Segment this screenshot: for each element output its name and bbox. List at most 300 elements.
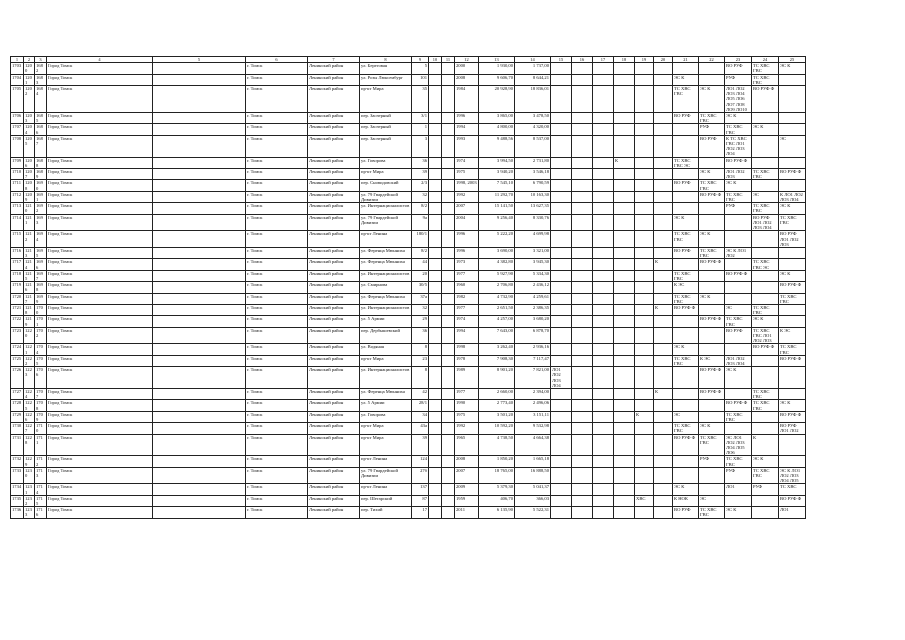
table-cell: г. Томск <box>246 400 308 411</box>
table-cell: г. Томск <box>246 124 308 135</box>
table-cell: ТС ХВС ГВС <box>752 169 779 180</box>
table-cell: г. Томск <box>246 203 308 214</box>
table-cell: 1683 <box>35 74 47 85</box>
table-cell <box>635 259 654 270</box>
table-cell: г. Томск <box>246 293 308 304</box>
table-cell <box>699 157 725 168</box>
table-cell: ЛО1 <box>725 484 752 495</box>
table-cell: Город Томск <box>47 316 153 327</box>
table-cell <box>593 231 614 248</box>
table-cell: 42 <box>412 388 429 399</box>
table-cell: ВО РУФ Ф <box>673 304 699 315</box>
table-cell: 1697 <box>35 270 47 281</box>
table-cell <box>429 63 442 74</box>
table-cell: 1216 <box>24 282 35 293</box>
table-cell: К НОК <box>673 495 699 506</box>
table-cell: 18 836,01 <box>515 86 551 113</box>
table-cell: Ленинский район <box>308 63 360 74</box>
table-cell <box>442 411 455 422</box>
table-cell: Ленинский район <box>308 388 360 399</box>
table-cell: ТС ХВС ГВС <box>779 214 806 231</box>
table-cell: 1998 <box>455 344 479 355</box>
table-cell: г. Томск <box>246 74 308 85</box>
table-cell: ул. 79 Гвардейской Дивизии <box>360 214 412 231</box>
table-cell: 2008 <box>455 74 479 85</box>
table-cell: Город Томск <box>47 231 153 248</box>
table-cell: 1727 <box>11 388 24 399</box>
table-cell <box>153 74 246 85</box>
table-cell: 137 <box>412 484 429 495</box>
table-cell <box>429 214 442 231</box>
table-cell: ул. Ференца Мюнниха <box>360 293 412 304</box>
table-row <box>11 124 806 135</box>
table-cell: Город Томск <box>47 169 153 180</box>
table-cell <box>572 484 593 495</box>
table-row <box>11 135 806 157</box>
table-cell: 1714 <box>35 484 47 495</box>
table-cell: 1212 <box>24 231 35 248</box>
table-cell: 1729 <box>11 411 24 422</box>
table-cell <box>429 344 442 355</box>
table-cell: К ЛО1 ЛО2 ЛО3 ЛО4 <box>779 191 806 202</box>
table-cell <box>654 467 673 484</box>
table-cell <box>752 293 779 304</box>
table-cell: Город Томск <box>47 344 153 355</box>
table-cell: 2004 <box>455 214 479 231</box>
table-cell: Ленинский район <box>308 411 360 422</box>
table-cell: ул. 5 Армии <box>360 400 412 411</box>
table-cell: ВО РУФ Ф <box>779 355 806 366</box>
table-cell <box>429 180 442 191</box>
table-cell: 2000 <box>455 63 479 74</box>
table-cell: 1691 <box>35 191 47 202</box>
table-row <box>11 282 806 293</box>
table-cell: ЛО1 ЛО2 ЛО3 ЛО4 <box>551 367 572 389</box>
table-cell: 1698 <box>35 282 47 293</box>
table-row <box>11 367 806 389</box>
table-cell: г. Томск <box>246 327 308 344</box>
table-cell: ЭС К <box>779 270 806 281</box>
table-cell: ТС ХВС ГВС <box>699 507 725 518</box>
table-cell: ул. Интернационалистов <box>360 367 412 389</box>
table-cell <box>752 247 779 258</box>
table-cell <box>699 327 725 344</box>
table-cell: 4 699,98 <box>515 231 551 248</box>
table-cell <box>635 327 654 344</box>
table-cell: 6 878,70 <box>515 327 551 344</box>
table-cell <box>635 456 654 467</box>
table-cell: 39 <box>412 434 429 456</box>
table-cell <box>153 411 246 422</box>
table-cell <box>614 124 635 135</box>
table-cell: г. Томск <box>246 157 308 168</box>
table-cell: 2 394,00 <box>515 388 551 399</box>
table-cell <box>635 169 654 180</box>
table-cell: 1209 <box>24 191 35 202</box>
table-cell: 2 706,80 <box>479 282 515 293</box>
table-cell <box>442 344 455 355</box>
table-cell: Город Томск <box>47 304 153 315</box>
table-cell <box>654 214 673 231</box>
table-row <box>11 86 806 113</box>
table-cell <box>593 388 614 399</box>
table-cell: 1716 <box>35 507 47 518</box>
column-number: 7 <box>308 57 360 63</box>
table-cell: К ЭС <box>699 355 725 366</box>
table-cell <box>635 344 654 355</box>
table-cell: ТС ХВС ГВС <box>699 113 725 124</box>
table-cell: 1 930,00 <box>479 63 515 74</box>
table-cell: Город Томск <box>47 63 153 74</box>
table-cell: 4 800,00 <box>479 124 515 135</box>
table-cell: ЭС К <box>779 63 806 74</box>
table-cell <box>572 247 593 258</box>
table-cell: Город Томск <box>47 74 153 85</box>
table-cell: Ленинский район <box>308 400 360 411</box>
table-cell <box>551 304 572 315</box>
table-cell <box>593 214 614 231</box>
table-cell: 1734 <box>11 484 24 495</box>
table-cell <box>635 316 654 327</box>
table-row <box>11 293 806 304</box>
table-cell: ЭС ЛО1 ЛО2 ЛО3 ЛО4 ЛО5 ЛО6 <box>725 434 752 456</box>
table-cell: 1708 <box>11 135 24 157</box>
table-cell: 1226 <box>24 411 35 422</box>
table-cell <box>635 367 654 389</box>
table-cell <box>442 507 455 518</box>
table-cell: 1233 <box>24 507 35 518</box>
table-row <box>11 467 806 484</box>
table-cell <box>614 411 635 422</box>
table-cell: 2007 <box>455 203 479 214</box>
registry-table <box>10 56 806 519</box>
table-cell <box>429 203 442 214</box>
table-cell <box>614 388 635 399</box>
table-cell: 8 644,21 <box>515 74 551 85</box>
table-cell: ул. Ференца Мюнниха <box>360 247 412 258</box>
table-cell: ЭС К <box>725 507 752 518</box>
table-cell: г. Томск <box>246 495 308 506</box>
table-cell: 1201 <box>24 74 35 85</box>
table-cell: 101 <box>412 74 429 85</box>
column-number: 5 <box>153 57 246 63</box>
table-cell: РУФ <box>725 467 752 484</box>
table-row <box>11 214 806 231</box>
table-cell <box>429 259 442 270</box>
table-cell <box>429 282 442 293</box>
table-cell: 9а <box>412 214 429 231</box>
table-cell: 23 <box>412 355 429 366</box>
table-cell <box>153 484 246 495</box>
table-cell <box>654 203 673 214</box>
table-cell <box>635 400 654 411</box>
table-cell: 3 994,50 <box>479 157 515 168</box>
table-cell <box>572 270 593 281</box>
table-cell: ВО РУФ Ф <box>673 434 699 456</box>
table-cell <box>779 388 806 399</box>
table-cell <box>153 507 246 518</box>
table-cell <box>429 367 442 389</box>
table-cell: 2 496,06 <box>515 400 551 411</box>
table-row <box>11 180 806 191</box>
table-cell <box>779 247 806 258</box>
table-cell <box>153 191 246 202</box>
column-number: 23 <box>725 57 752 63</box>
table-cell: ул. Розы Люксембург <box>360 74 412 85</box>
table-cell: 11 292,70 <box>479 191 515 202</box>
table-cell: ТС ХВС ГВС <box>752 388 779 399</box>
table-cell: г. Томск <box>246 191 308 202</box>
table-cell: пр-кт Ленина <box>360 231 412 248</box>
table-cell <box>572 495 593 506</box>
table-row <box>11 423 806 434</box>
table-cell: 1205 <box>24 135 35 157</box>
table-cell: РУФ <box>725 203 752 214</box>
table-cell <box>442 191 455 202</box>
table-cell <box>779 367 806 389</box>
table-cell <box>614 467 635 484</box>
table-cell <box>593 423 614 434</box>
table-row <box>11 231 806 248</box>
table-cell: 1224 <box>24 388 35 399</box>
table-cell <box>614 316 635 327</box>
table-cell <box>442 157 455 168</box>
table-cell <box>752 270 779 281</box>
table-cell <box>572 344 593 355</box>
table-cell <box>442 74 455 85</box>
table-cell: 5 222,20 <box>479 231 515 248</box>
table-cell: г. Томск <box>246 113 308 124</box>
table-cell: ТС ХВС ГВС <box>779 344 806 355</box>
table-cell: г. Томск <box>246 86 308 113</box>
table-row <box>11 344 806 355</box>
table-cell <box>614 434 635 456</box>
table-cell <box>153 259 246 270</box>
table-cell: ЭС <box>699 495 725 506</box>
table-cell: 1984 <box>455 86 479 113</box>
table-cell: 2 651,50 <box>479 304 515 315</box>
table-row <box>11 507 806 518</box>
table-cell: 1713 <box>11 203 24 214</box>
table-cell: 1982 <box>455 293 479 304</box>
table-cell <box>572 113 593 124</box>
table-cell: 366,03 <box>515 495 551 506</box>
table-cell <box>551 495 572 506</box>
table-cell <box>614 456 635 467</box>
table-cell: 180/1 <box>412 231 429 248</box>
table-cell: 1719 <box>11 282 24 293</box>
table-cell <box>614 169 635 180</box>
table-cell <box>551 191 572 202</box>
table-cell <box>429 400 442 411</box>
table-cell: ВО РУФ <box>673 180 699 191</box>
table-cell <box>551 467 572 484</box>
table-cell <box>752 367 779 389</box>
table-cell <box>153 169 246 180</box>
table-cell <box>442 203 455 214</box>
table-cell <box>572 231 593 248</box>
table-cell <box>593 456 614 467</box>
table-cell: 1693 <box>35 214 47 231</box>
table-cell: К <box>654 259 673 270</box>
table-cell <box>673 259 699 270</box>
table-cell <box>442 124 455 135</box>
table-cell: 1219 <box>24 316 35 327</box>
table-cell: 43а <box>412 423 429 434</box>
table-cell <box>551 86 572 113</box>
table-cell: Город Томск <box>47 423 153 434</box>
table-cell: 36 <box>412 327 429 344</box>
table-cell <box>593 411 614 422</box>
table-cell: Город Томск <box>47 247 153 258</box>
table-cell: 2008 <box>455 456 479 467</box>
table-cell <box>614 400 635 411</box>
table-cell: 1231 <box>24 484 35 495</box>
table-cell: Город Томск <box>47 367 153 389</box>
table-cell <box>635 423 654 434</box>
table-cell: 29 <box>412 316 429 327</box>
table-cell: 1998, 2003 <box>455 180 479 191</box>
table-cell <box>635 191 654 202</box>
column-number: 6 <box>246 57 308 63</box>
table-cell: 1977 <box>455 388 479 399</box>
table-cell: Город Томск <box>47 282 153 293</box>
table-cell <box>654 344 673 355</box>
table-cell: ЭС К <box>725 367 752 389</box>
table-cell: 8 330,76 <box>515 214 551 231</box>
table-row <box>11 270 806 281</box>
table-cell <box>429 434 442 456</box>
table-cell <box>654 74 673 85</box>
table-cell: 1704 <box>35 344 47 355</box>
table-cell <box>614 495 635 506</box>
table-cell: 1965 <box>455 434 479 456</box>
table-cell <box>654 180 673 191</box>
table-cell: Ленинский район <box>308 203 360 214</box>
table-cell: 1214 <box>24 259 35 270</box>
column-number: 16 <box>572 57 593 63</box>
table-cell: г. Томск <box>246 355 308 366</box>
table-cell <box>429 157 442 168</box>
table-cell: Город Томск <box>47 180 153 191</box>
table-cell: г. Томск <box>246 304 308 315</box>
table-cell: Ленинский район <box>308 259 360 270</box>
table-cell <box>429 169 442 180</box>
table-cell <box>699 467 725 484</box>
table-cell <box>153 293 246 304</box>
table-cell <box>614 282 635 293</box>
table-cell: ТС ХВС ГВС ЭС <box>752 259 779 270</box>
table-row <box>11 316 806 327</box>
table-cell <box>614 86 635 113</box>
table-cell <box>593 86 614 113</box>
table-cell <box>614 214 635 231</box>
table-cell: Ленинский район <box>308 247 360 258</box>
table-cell: ВО РУФ <box>725 63 752 74</box>
table-cell: 3 321,00 <box>515 247 551 258</box>
table-cell: 1688 <box>35 157 47 168</box>
table-cell <box>593 180 614 191</box>
table-cell <box>153 316 246 327</box>
table-cell <box>551 135 572 157</box>
table-cell: 20 928,90 <box>479 86 515 113</box>
table-cell: Город Томск <box>47 124 153 135</box>
table-cell: ТС ХВС ГВС <box>673 86 699 113</box>
table-cell <box>593 304 614 315</box>
table-cell <box>551 423 572 434</box>
table-row <box>11 113 806 124</box>
table-cell: 1692 <box>35 203 47 214</box>
table-cell: ул. Береговая <box>360 63 412 74</box>
table-cell <box>442 180 455 191</box>
table-cell: 1711 <box>35 434 47 456</box>
table-cell <box>442 495 455 506</box>
table-cell: пер. Шегарский <box>360 495 412 506</box>
table-cell: 1723 <box>11 327 24 344</box>
table-cell: ЭС К ЛО1 ЛО2 <box>725 247 752 258</box>
table-cell: ЭС К <box>673 484 699 495</box>
table-cell <box>551 113 572 124</box>
table-cell: 9 532,98 <box>515 423 551 434</box>
table-cell: 1996 <box>455 247 479 258</box>
table-cell <box>429 113 442 124</box>
table-cell: 1722 <box>11 316 24 327</box>
table-cell: ВО РУФ Ф <box>725 270 752 281</box>
table-cell <box>551 507 572 518</box>
table-cell <box>442 467 455 484</box>
table-cell <box>572 507 593 518</box>
table-row <box>11 157 806 168</box>
table-cell <box>572 135 593 157</box>
table-cell: г. Томск <box>246 231 308 248</box>
table-cell <box>429 467 442 484</box>
table-cell: 1724 <box>11 344 24 355</box>
table-cell: К <box>654 304 673 315</box>
table-cell: 32 <box>412 304 429 315</box>
table-cell: 3 680,20 <box>515 316 551 327</box>
table-cell: Город Томск <box>47 191 153 202</box>
table-cell: 1206 <box>24 157 35 168</box>
table-cell: пр-кт Мира <box>360 434 412 456</box>
table-cell: 1684 <box>35 86 47 113</box>
table-cell <box>673 316 699 327</box>
table-row <box>11 304 806 315</box>
table-row <box>11 434 806 456</box>
table-cell <box>551 157 572 168</box>
table-cell: ВО РУФ Ф <box>699 316 725 327</box>
table-cell: 9 606,70 <box>479 74 515 85</box>
table-cell <box>572 388 593 399</box>
table-cell: 1715 <box>11 231 24 248</box>
table-cell: 3 690,00 <box>479 247 515 258</box>
table-cell <box>551 293 572 304</box>
table-cell <box>635 247 654 258</box>
table-cell: 5 041,37 <box>515 484 551 495</box>
table-cell <box>429 247 442 258</box>
table-cell: Ленинский район <box>308 135 360 157</box>
table-row <box>11 74 806 85</box>
column-number: 3 <box>35 57 47 63</box>
table-cell: 1682 <box>35 63 47 74</box>
table-cell: 5 522,31 <box>515 507 551 518</box>
table-cell: ул. Говорова <box>360 411 412 422</box>
table-cell: 13 627,35 <box>515 203 551 214</box>
table-cell: ТС ХВС ГВС ЛО1 ЛО2 ЛО3 <box>752 327 779 344</box>
table-cell: ул. 79 Гвардейской Дивизии <box>360 191 412 202</box>
table-cell: 3 501,20 <box>479 411 515 422</box>
table-cell: ЭС К <box>779 400 806 411</box>
table-cell <box>153 355 246 366</box>
